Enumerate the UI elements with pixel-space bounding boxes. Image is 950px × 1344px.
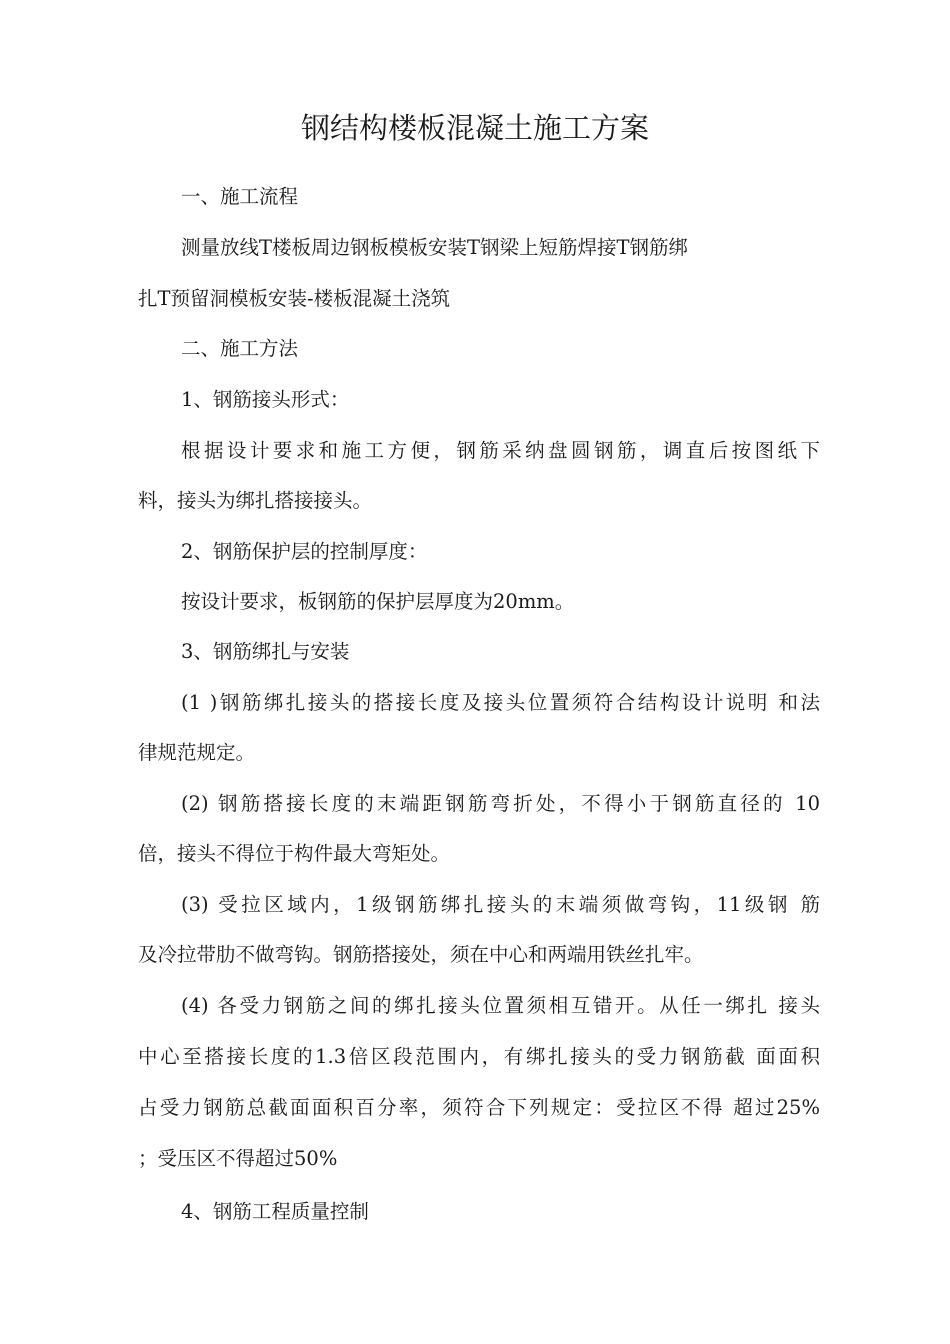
item-1-line-2: 律规范规定。 <box>138 741 256 764</box>
item-4-line-2: 中心至搭接长度的1.3倍区段范围内，有绑扎接头的受力钢筋截 面面积 <box>138 1045 820 1068</box>
item-1-line-1: (1 )钢筋绑扎接头的搭接长度及接头位置须符合结构设计说明 和法 <box>181 691 820 714</box>
subheading-quality-control: 4、钢筋工程质量控制 <box>181 1200 369 1223</box>
item-4-line-1: (4) 各受力钢筋之间的绑扎接头位置须相互错开。从任一绑扎 接头 <box>181 994 820 1017</box>
subheading-binding-installation: 3、钢筋绑扎与安装 <box>181 640 350 663</box>
paragraph-cover-thickness: 按设计要求，板钢筋的保护层厚度为20mm。 <box>181 590 575 613</box>
process-flow-line-2: 扎T预留洞模板安装-楼板混凝土浇筑 <box>138 287 451 310</box>
item-3-line-2: 及冷拉带肋不做弯钩。钢筋搭接处，须在中心和两端用铁丝扎牢。 <box>138 943 704 966</box>
document-title: 钢结构楼板混凝土施工方案 <box>300 111 649 145</box>
subheading-cover-thickness: 2、钢筋保护层的控制厚度： <box>181 540 428 563</box>
item-2-line-1: (2) 钢筋搭接长度的末端距钢筋弯折处，不得小于钢筋直径的 10 <box>181 792 820 815</box>
paragraph-joint-form-line-2: 料，接头为绑扎搭接接头。 <box>138 489 373 512</box>
process-flow-line-1: 测量放线T楼板周边钢板模板安装T钢梁上短筋焊接T钢筋绑 <box>181 236 689 259</box>
item-3-line-1: (3) 受拉区域内，1级钢筋绑扎接头的末端须做弯钩，11级钢 筋 <box>181 893 820 916</box>
item-4-line-3: 占受力钢筋总截面面积百分率，须符合下列规定：受拉区不得 超过25% <box>138 1096 820 1119</box>
item-4-line-4: ；受压区不得超过50% <box>138 1147 338 1170</box>
paragraph-joint-form-line-1: 根据设计要求和施工方便，钢筋采纳盘圆钢筋，调直后按图纸下 <box>181 439 820 462</box>
section-heading-construction-method: 二、施工方法 <box>181 337 299 360</box>
subheading-joint-form: 1、钢筋接头形式： <box>181 388 350 411</box>
section-heading-construction-process: 一、施工流程 <box>181 185 299 208</box>
item-2-line-2: 倍，接头不得位于构件最大弯矩处。 <box>138 842 451 865</box>
